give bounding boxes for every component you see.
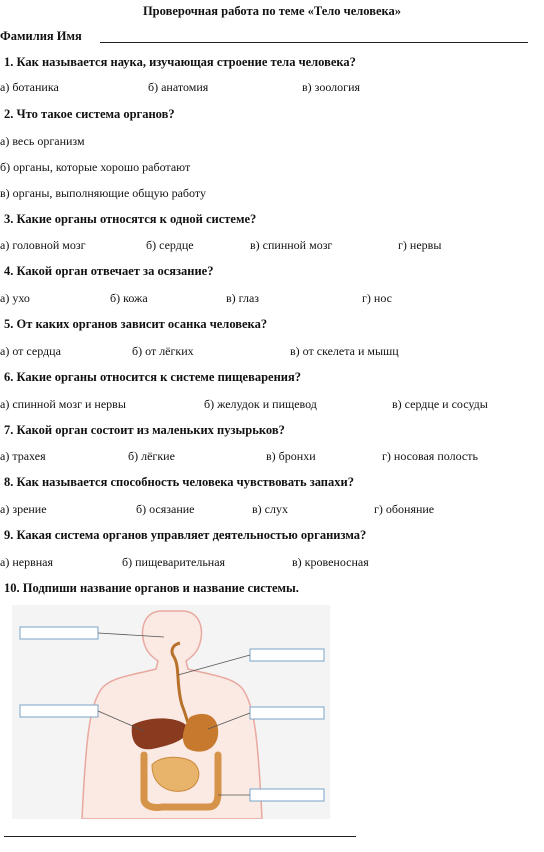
q6-option-a: а) спинной мозг и нервы xyxy=(0,397,126,411)
q8-option-a: а) зрение xyxy=(0,502,47,516)
q4-option-a: а) ухо xyxy=(0,291,30,305)
q6-option-b: б) желудок и пищевод xyxy=(204,397,317,411)
q9-option-b: б) пищеварительная xyxy=(122,555,226,569)
label-box-4[interactable] xyxy=(250,707,324,719)
question-6: 6. Какие органы относится к системе пищеварения? xyxy=(4,370,302,384)
q4-option-c: в) глаз xyxy=(226,291,260,305)
question-4: 4. Какой орган отвечает за осязание? xyxy=(4,264,214,278)
q9-option-c: в) кровеносная xyxy=(292,555,369,569)
digestive-system-diagram xyxy=(12,605,330,819)
label-box-5[interactable] xyxy=(250,789,324,801)
page-title: Проверочная работа по теме «Тело человека» xyxy=(142,4,402,18)
q8-option-d: г) обоняние xyxy=(374,502,435,516)
q8-option-c: в) слух xyxy=(252,502,288,516)
q7-option-c: в) бронхи xyxy=(266,449,316,463)
label-box-3[interactable] xyxy=(20,705,98,717)
q1-option-a: а) ботаника xyxy=(0,80,59,94)
q5-option-c: в) от скелета и мышц xyxy=(290,344,399,358)
label-box-1[interactable] xyxy=(20,627,98,639)
q1-option-b: б) анатомия xyxy=(148,80,209,94)
label-box-2[interactable] xyxy=(250,649,324,661)
q3-option-a: а) головной мозг xyxy=(0,238,86,252)
system-name-answer-line[interactable] xyxy=(4,836,356,837)
q3-option-c: в) спинной мозг xyxy=(250,238,333,252)
question-8: 8. Как называется способность человека чувствовать запахи? xyxy=(4,475,354,489)
q5-option-a: а) от сердца xyxy=(0,344,61,358)
question-5: 5. От каких органов зависит осанка человека? xyxy=(4,317,268,331)
name-label: Фамилия Имя xyxy=(0,29,82,43)
q7-option-b: б) лёгкие xyxy=(128,449,175,463)
q1-option-c: в) зоология xyxy=(302,80,361,94)
q7-option-a: а) трахея xyxy=(0,449,46,463)
question-10: 10. Подпиши название органов и название системы. xyxy=(4,581,299,595)
q2-option-a: а) весь организм xyxy=(0,134,85,148)
q7-option-d: г) носовая полость xyxy=(382,449,478,463)
question-1: 1. Как называется наука, изучающая строение тела человека? xyxy=(4,55,356,69)
q8-option-b: б) осязание xyxy=(136,502,195,516)
question-2: 2. Что такое система органов? xyxy=(4,107,175,121)
q4-option-d: г) нос xyxy=(362,291,392,305)
name-underline xyxy=(100,42,528,43)
q5-option-b: б) от лёгких xyxy=(132,344,194,358)
q9-option-a: а) нервная xyxy=(0,555,54,569)
question-7: 7. Какой орган состоит из маленьких пузырьков? xyxy=(4,423,285,437)
q2-option-b: б) органы, которые хорошо работают xyxy=(0,160,191,174)
question-9: 9. Какая система органов управляет деятельностью организма? xyxy=(4,528,367,542)
q6-option-c: в) сердце и сосуды xyxy=(392,397,488,411)
q2-option-c: в) органы, выполняющие общую работу xyxy=(0,186,206,200)
q4-option-b: б) кожа xyxy=(110,291,148,305)
q3-option-b: б) сердце xyxy=(146,238,194,252)
q3-option-d: г) нервы xyxy=(398,238,442,252)
question-3: 3. Какие органы относятся к одной системе? xyxy=(4,212,257,226)
